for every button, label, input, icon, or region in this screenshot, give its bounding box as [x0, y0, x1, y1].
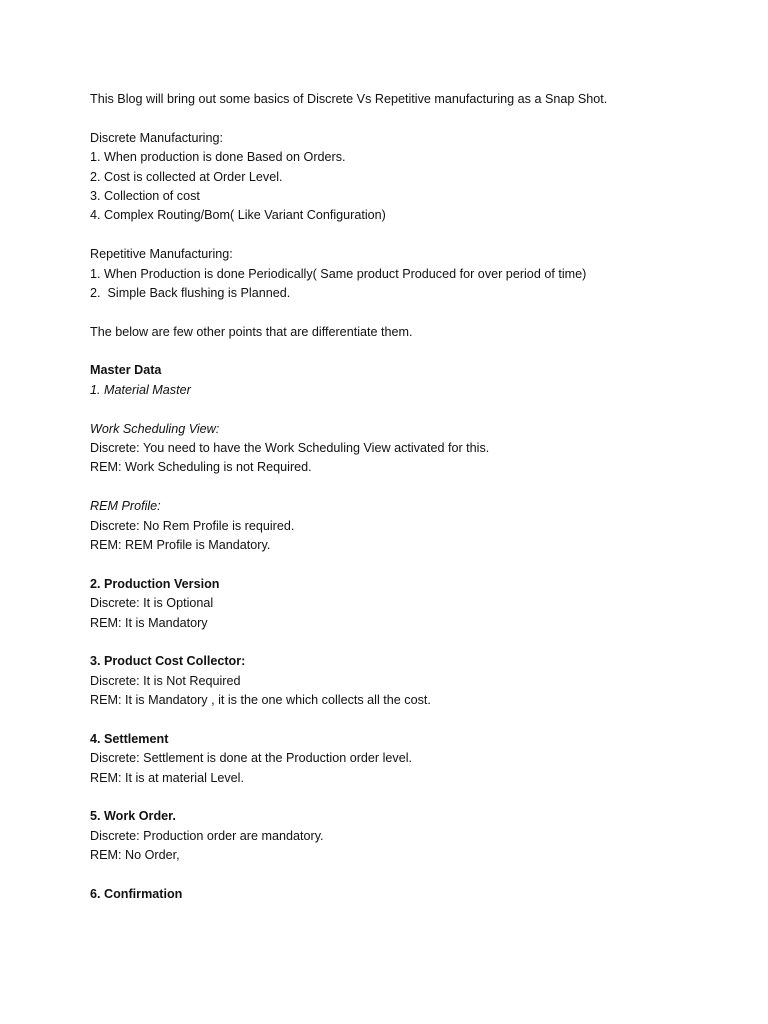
discrete-item: 4. Complex Routing/Bom( Like Variant Configuration): [90, 208, 386, 223]
production-version-heading: 2. Production Version: [90, 576, 220, 591]
document-page: [90, 90, 730, 904]
spacer: [90, 342, 730, 361]
discrete-item: 1. When production is done Based on Orders.: [90, 150, 346, 165]
work-scheduling-heading: Work Scheduling View:: [90, 421, 220, 436]
spacer: [90, 633, 730, 652]
repetitive-item: 2. Simple Back flushing is Planned.: [90, 285, 291, 300]
repetitive-item: 1. When Production is done Periodically( Same product Produced for over period of time): [90, 266, 587, 281]
production-version-rem: REM: It is Mandatory: [90, 615, 208, 630]
product-cost-collector-heading: 3. Product Cost Collector:: [90, 654, 246, 669]
discrete-item: 3. Collection of cost: [90, 188, 200, 203]
spacer: [90, 788, 730, 807]
production-version-discrete: Discrete: It is Optional: [90, 596, 214, 611]
settlement-rem: REM: It is at material Level.: [90, 770, 244, 785]
work-order-rem: REM: No Order,: [90, 848, 180, 863]
spacer: [90, 866, 730, 885]
rem-profile-rem: REM: REM Profile is Mandatory.: [90, 537, 271, 552]
spacer: [90, 303, 730, 322]
spacer: [90, 478, 730, 497]
rem-profile-heading: REM Profile:: [90, 499, 161, 514]
spacer: [90, 711, 730, 730]
settlement-discrete: Discrete: Settlement is done at the Production order level.: [90, 751, 413, 766]
discrete-heading: Discrete Manufacturing:: [90, 130, 223, 145]
work-scheduling-rem: REM: Work Scheduling is not Required.: [90, 460, 312, 475]
discrete-item: 2. Cost is collected at Order Level.: [90, 169, 283, 184]
work-order-discrete: Discrete: Production order are mandatory.: [90, 828, 324, 843]
intro-text: This Blog will bring out some basics of Discrete Vs Repetitive manufacturing as a Snap Shot.: [90, 92, 608, 106]
work-order-heading: 5. Work Order.: [90, 809, 176, 824]
rem-profile-discrete: Discrete: No Rem Profile is required.: [90, 518, 295, 533]
settlement-heading: 4. Settlement: [90, 731, 169, 746]
differences-intro: The below are few other points that are differentiate them.: [90, 324, 413, 339]
product-cost-collector-rem: REM: It is Mandatory , it is the one which collects all the cost.: [90, 693, 431, 708]
work-scheduling-discrete: Discrete: You need to have the Work Scheduling View activated for this.: [90, 441, 490, 456]
spacer: [90, 226, 730, 245]
spacer: [90, 555, 730, 574]
confirmation-heading: 6. Confirmation: [90, 887, 183, 902]
spacer: [90, 109, 730, 128]
product-cost-collector-discrete: Discrete: It is Not Required: [90, 673, 241, 688]
repetitive-heading: Repetitive Manufacturing:: [90, 247, 233, 262]
spacer: [90, 400, 730, 419]
material-master-subheading: 1. Material Master: [90, 382, 191, 397]
master-data-heading: Master Data: [90, 363, 162, 378]
